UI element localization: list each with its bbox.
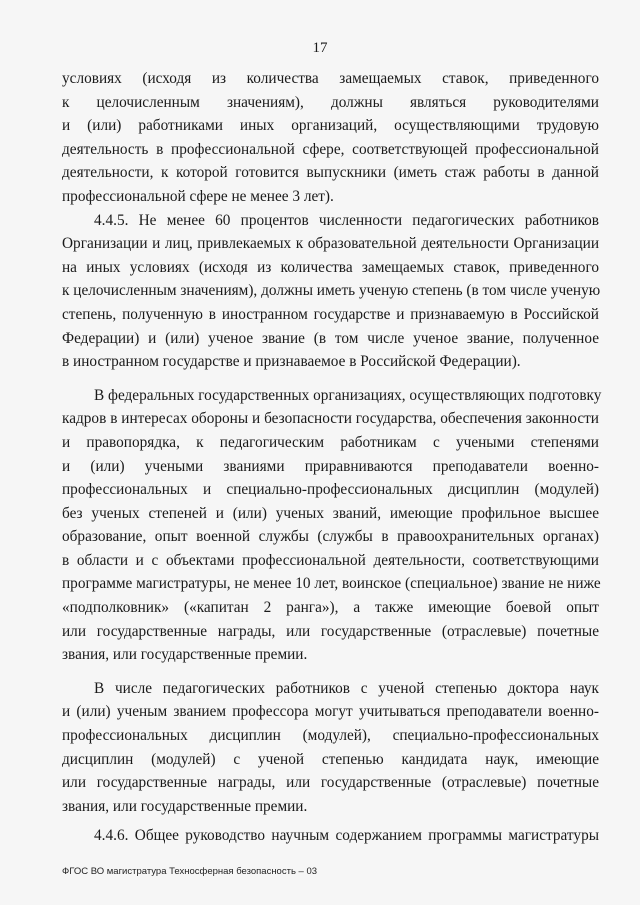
text-line: дисциплин (модулей) с ученой степенью кандидата наук, имеющие [62, 750, 599, 768]
text-line: и (или) учеными званиями приравниваются преподаватели военно- [62, 457, 599, 475]
text-line: степень, полученную в иностранном государстве и признаваемую в Российской [62, 305, 599, 323]
page-footer: ФГОС ВО магистратура Техносферная безопасность – 03 [62, 866, 318, 877]
text-line: и (или) работниками иных организаций, осуществляющими трудовую [62, 117, 599, 135]
text-line: профессиональных дисциплин (модулей), специально-профессиональных [62, 727, 599, 745]
text-line: профессиональной сфере не менее 3 лет). [62, 187, 334, 205]
text-line: в области и с объектами профессиональной деятельности, соответствующими [62, 551, 599, 569]
text-line: и правопорядка, к педагогическим работникам с учеными степенями [62, 433, 599, 451]
text-line: или государственные награды, или государственные (отраслевые) почетные [62, 622, 599, 640]
text-line: образование, опыт военной службы (службы в правоохранительных органах) [62, 528, 599, 546]
text-line: Федерации) и (или) ученое звание (в том числе ученое звание, полученное [62, 329, 599, 347]
text-line: звания, или государственные премии. [62, 797, 308, 815]
text-line: в иностранном государстве и признаваемое в Российской Федерации). [62, 353, 521, 371]
text-line: условиях (исходя из количества замещаемых ставок, приведенного [62, 70, 599, 87]
paragraph-federal-organizations [62, 384, 602, 667]
paragraph-4-4-5 [62, 209, 599, 374]
text-line: «подполковник» («капитан 2 ранга»), а также имеющие боевой опыт [62, 599, 599, 617]
text-line: и (или) ученым званием профессора могут учитываться преподаватели военно- [62, 703, 599, 721]
text-line: к целочисленным значениям), должны являться руководителями [62, 93, 599, 111]
text-line: на иных условиях (исходя из количества замещаемых ставок, приведенного [62, 258, 599, 276]
text-line: профессиональных и специально-профессиональных дисциплин (модулей) [62, 481, 599, 499]
text-line: В федеральных государственных организациях, осуществляющих подготовку [94, 386, 602, 404]
text-line: В числе педагогических работников с ученой степенью доктора наук [94, 679, 599, 697]
text-line: или государственные награды, или государственные (отраслевые) почетные [62, 774, 599, 792]
text-line: звания, или государственные премии. [62, 646, 308, 664]
paragraph-doctors-professors [62, 677, 599, 819]
page-body [62, 67, 602, 848]
text-line: программе магистратуры, не менее 10 лет, воинское (специальное) звание не ниже [62, 575, 601, 593]
text-line: без ученых степеней и (или) ученых званий, имеющие профильное высшее [62, 504, 599, 522]
text-line: деятельность в профессиональной сфере, соответствующей профессиональной [62, 140, 599, 158]
text-line: деятельности, к которой готовится выпускники (иметь стаж работы в данной [62, 164, 599, 182]
paragraph-4-4-6 [62, 824, 599, 848]
text-line: к целочисленным значениям), должны иметь ученую степень (в том числе ученую [62, 282, 601, 300]
page-number: 17 [312, 40, 328, 56]
text-line: 4.4.5. Не менее 60 процентов численности педагогических работников [94, 211, 599, 229]
text-line: 4.4.6. Общее руководство научным содержанием программы магистратуры [94, 827, 599, 845]
text-line: кадров в интересах обороны и безопасности государства, обеспечения законности [62, 410, 599, 428]
text-line: Организации и лиц, привлекаемых к образовательной деятельности Организации [62, 235, 599, 253]
paragraph-continuation [62, 67, 599, 209]
